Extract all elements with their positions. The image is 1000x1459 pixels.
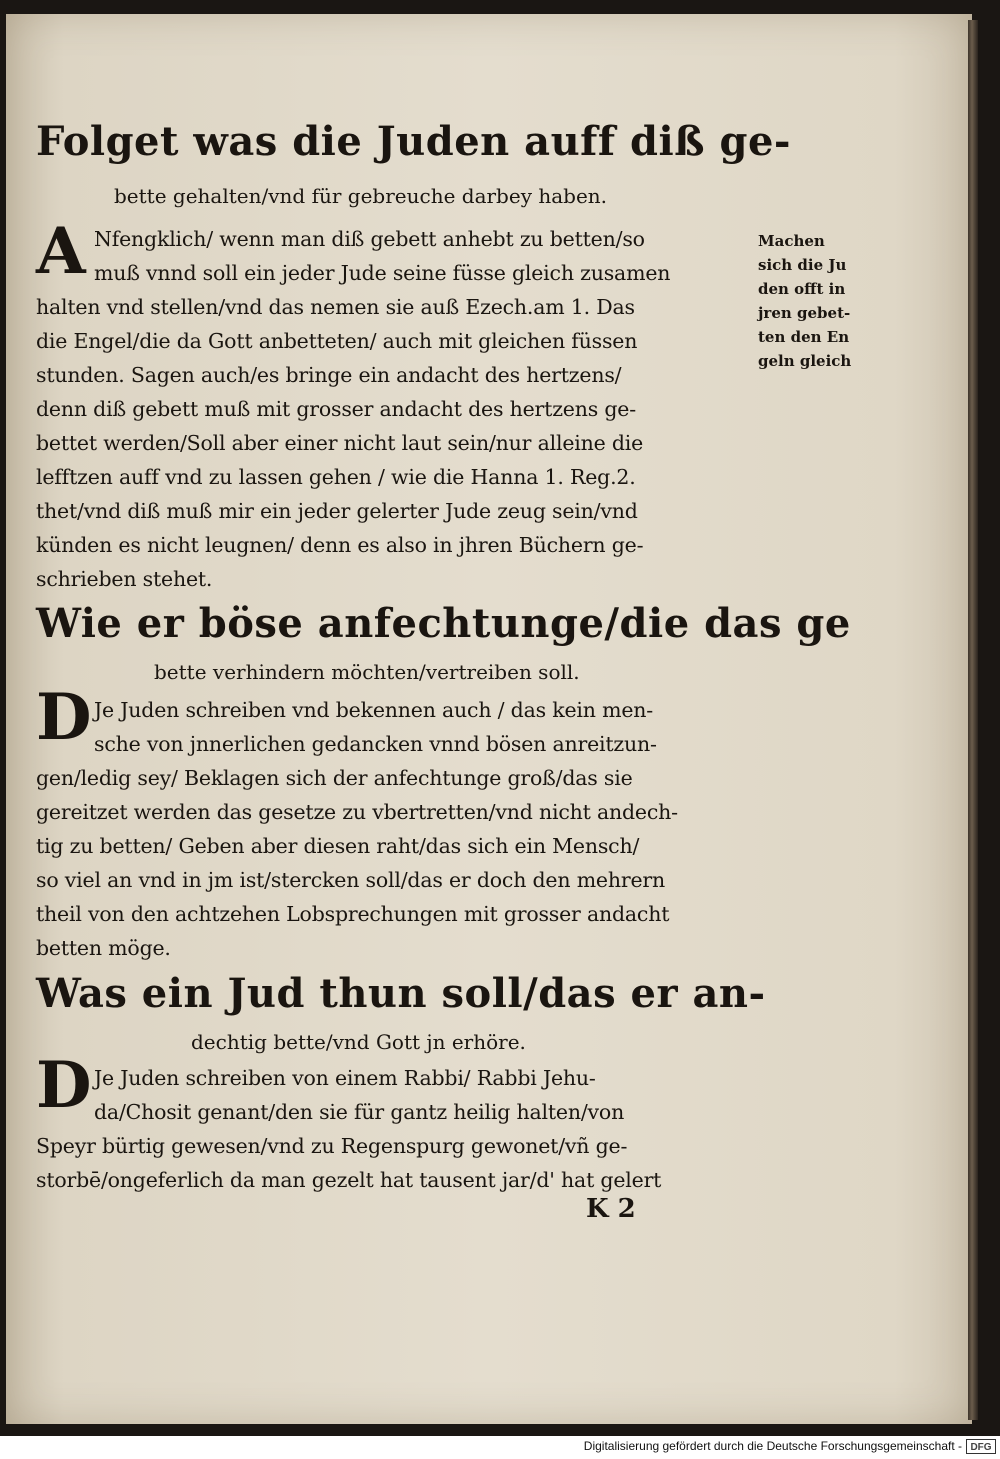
text-line: die Engel/die da Gott anbetteten/ auch mit gleichen füssen <box>36 329 638 353</box>
text-line: denn diß gebett muß mit grosser andacht des hertzens ge- <box>36 397 636 421</box>
text-line: tig zu betten/ Geben aber diesen raht/das sich ein Mensch/ <box>36 834 640 858</box>
text-line: Speyr bürtig gewesen/vnd zu Regenspurg gewonet/vñ ge- <box>36 1134 628 1158</box>
text-line: sche von jnnerlichen gedancken vnnd bösen anreitzun- <box>94 732 657 756</box>
heading-1-subtitle: bette gehalten/vnd für gebreuche darbey haben. <box>114 184 608 208</box>
text-line: muß vnnd soll ein jeder Jude seine füsse gleich zusamen <box>94 261 671 285</box>
text-line: Je Juden schreiben vnd bekennen auch / das kein men- <box>94 698 653 722</box>
book-page <box>6 14 972 1424</box>
text-line: storbē/ongeferlich da man gezelt hat tausent jar/d' hat gelert <box>36 1168 662 1192</box>
drop-cap-initial: A <box>36 214 86 289</box>
margin-note-line: den offt in <box>758 280 846 298</box>
text-line: betten möge. <box>36 936 171 960</box>
heading-3-subtitle: dechtig bette/vnd Gott jn erhöre. <box>191 1030 526 1054</box>
text-line: bettet werden/Soll aber einer nicht laut sein/nur alleine die <box>36 431 644 455</box>
text-line: Nfengklich/ wenn man diß gebett anhebt zu betten/so <box>94 227 645 251</box>
text-line: gereitzet werden das gesetze zu vbertretten/vnd nicht andech- <box>36 800 678 824</box>
text-line: halten vnd stellen/vnd das nemen sie auß Ezech.am 1. Das <box>36 295 635 319</box>
heading-1: Folget was die Juden auff diß ge- <box>36 118 792 165</box>
funding-credit: Digitalisierung gefördert durch die Deutsche Forschungsgemeinschaft - <box>583 1439 962 1453</box>
margin-note-line: sich die Ju <box>758 256 847 274</box>
drop-cap-initial: D <box>36 680 92 755</box>
text-line: stunden. Sagen auch/es bringe ein andacht des hertzens/ <box>36 363 622 387</box>
heading-2-subtitle: bette verhindern möchten/vertreiben soll. <box>154 660 580 684</box>
margin-note-line: geln gleich <box>758 352 852 370</box>
margin-note-line: jren gebet- <box>758 304 851 322</box>
text-line: lefftzen auff vnd zu lassen gehen / wie die Hanna 1. Reg.2. <box>36 465 636 489</box>
signature-mark: K 2 <box>586 1194 636 1224</box>
text-line: gen/ledig sey/ Beklagen sich der anfechtunge groß/das sie <box>36 766 633 790</box>
margin-note-line: ten den En <box>758 328 850 346</box>
page-edge <box>968 20 978 1420</box>
text-line: Je Juden schreiben von einem Rabbi/ Rabbi Jehu- <box>94 1066 596 1090</box>
text-line: künden es nicht leugnen/ denn es also in jhren Büchern ge- <box>36 533 644 557</box>
footer-bar <box>0 1436 1000 1459</box>
text-line: so viel an vnd in jm ist/stercken soll/das er doch den mehrern <box>36 868 665 892</box>
text-line: schrieben stehet. <box>36 567 213 591</box>
drop-cap-initial: D <box>36 1048 92 1123</box>
heading-3: Was ein Jud thun soll/das er an- <box>36 970 766 1017</box>
heading-2: Wie er böse anfechtunge/die das ge <box>36 600 851 647</box>
text-line: da/Chosit genant/den sie für gantz heilig halten/von <box>94 1100 625 1124</box>
dfg-logo-icon: DFG <box>966 1439 996 1454</box>
margin-note-line: Machen <box>758 232 825 250</box>
text-line: thet/vnd diß muß mir ein jeder gelerter Jude zeug sein/vnd <box>36 499 638 523</box>
text-line: theil von den achtzehen Lobsprechungen mit grosser andacht <box>36 902 670 926</box>
